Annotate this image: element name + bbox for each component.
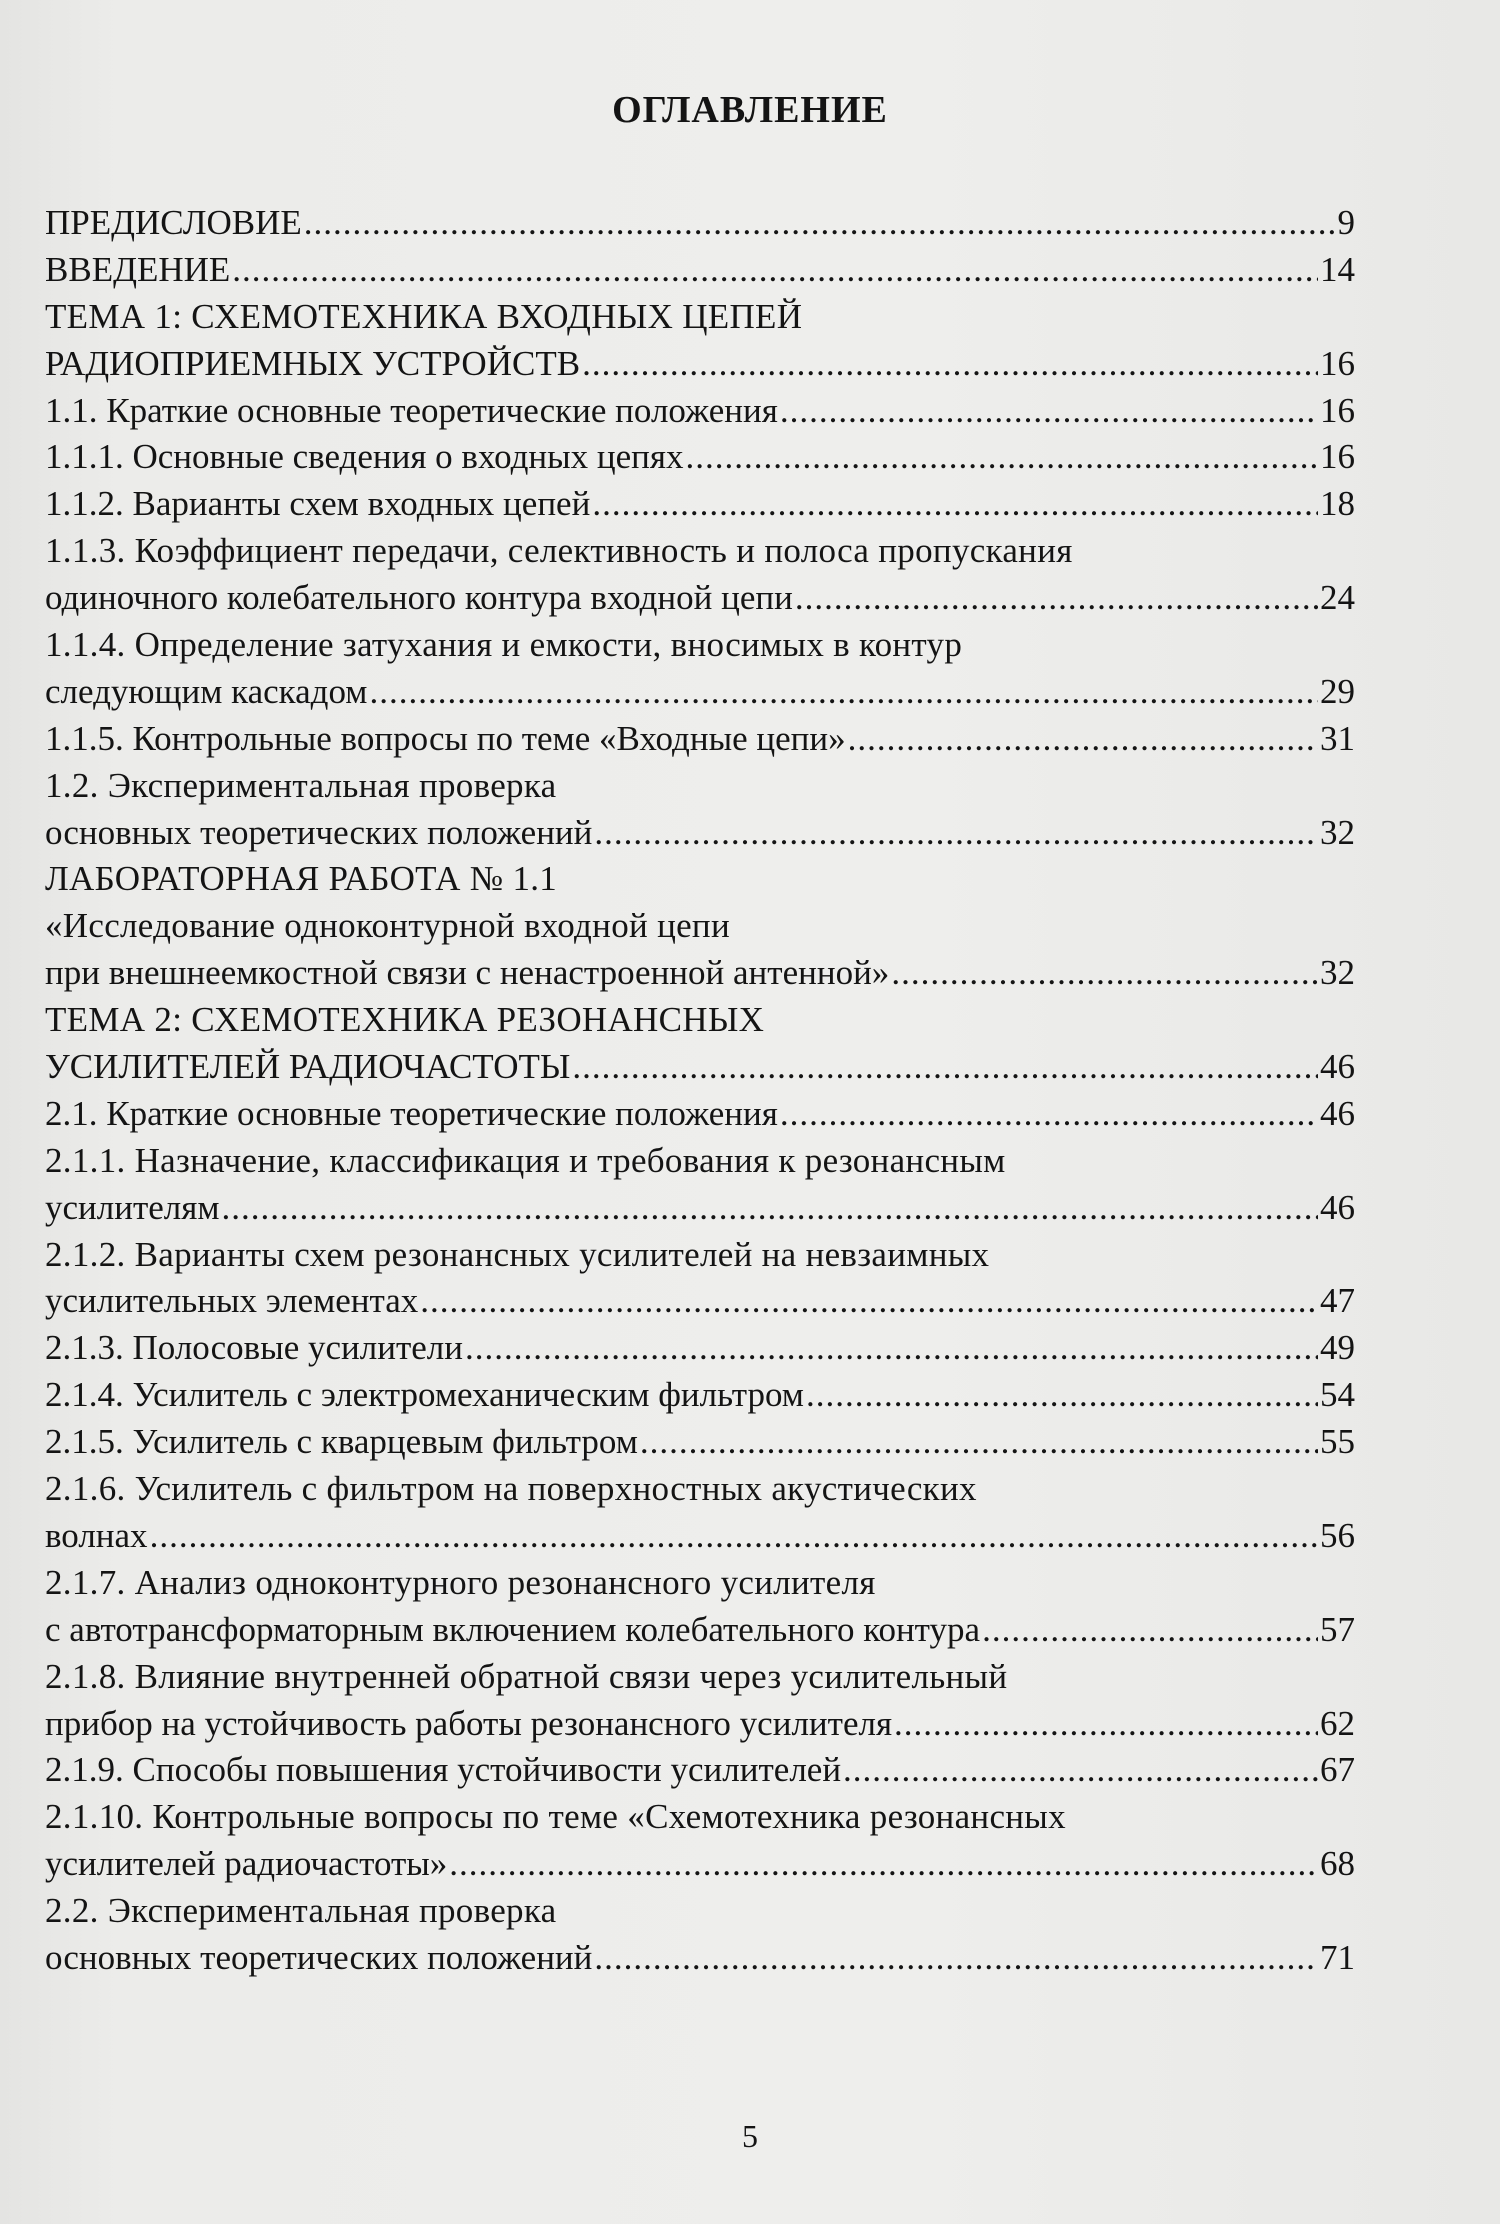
toc-entry — [45, 1466, 1355, 1513]
toc-entry-text: основных теоретических положений — [45, 812, 593, 852]
toc-entry — [45, 622, 1355, 669]
toc-page-number: 71 — [1320, 1937, 1355, 1977]
toc-title: ОГЛАВЛЕНИЕ — [612, 89, 888, 131]
toc-page-number: 56 — [1320, 1515, 1355, 1555]
toc-page-number: 67 — [1320, 1750, 1355, 1790]
toc-leader-dots — [304, 200, 1336, 247]
toc-page-number: 46 — [1320, 1093, 1355, 1133]
toc-entry-text: 2.1.8. Влияние внутренней обратной связи через усилительный — [45, 1656, 1008, 1696]
toc-entry-text: 2.1.7. Анализ одноконтурного резонансного усилителя — [45, 1562, 876, 1602]
toc-entry-text: усилителей радиочастоты» — [45, 1844, 448, 1884]
toc-page-number: 24 — [1320, 578, 1355, 618]
toc-leader-dots — [686, 434, 1318, 481]
toc-entry — [45, 388, 1355, 435]
toc-leader-dots — [894, 1701, 1318, 1748]
toc-page-number: 46 — [1320, 1187, 1355, 1227]
toc-entry — [45, 1372, 1355, 1419]
toc-entry-text: 2.2. Экспериментальная проверка — [45, 1891, 557, 1931]
toc-entry — [45, 1747, 1355, 1794]
toc-page-number: 9 — [1337, 203, 1355, 242]
toc-entry — [45, 1419, 1355, 1466]
toc-entry-text: «Исследование одноконтурной входной цепи — [45, 906, 730, 946]
toc-entry — [45, 200, 1355, 247]
toc-entry-text: усилителям — [45, 1187, 220, 1227]
toc-entry-text: 2.1.5. Усилитель с кварцевым фильтром — [45, 1422, 638, 1462]
toc-entry-text: ТЕМА 2: СХЕМОТЕХНИКА РЕЗОНАНСНЫХ — [45, 1000, 765, 1040]
toc-page-number: 29 — [1320, 671, 1355, 711]
toc-page-number: 32 — [1320, 812, 1355, 852]
toc-entry-text: 2.1.2. Варианты схем резонансных усилителей на невзаимных — [45, 1234, 990, 1274]
toc-leader-dots — [848, 716, 1318, 763]
toc-entry — [45, 1560, 1355, 1607]
toc-leader-dots — [982, 1607, 1318, 1654]
toc-leader-dots — [891, 950, 1318, 997]
toc-leader-dots — [780, 388, 1318, 435]
table-of-contents — [45, 200, 1355, 1982]
toc-leader-dots — [222, 1185, 1318, 1232]
toc-leader-dots — [780, 1091, 1318, 1138]
toc-entry-text: 2.1. Краткие основные теоретические положения — [45, 1093, 778, 1133]
toc-entry — [45, 1794, 1355, 1841]
toc-entry-text: 2.1.4. Усилитель с электромеханическим фильтром — [45, 1375, 804, 1415]
toc-leader-dots — [640, 1419, 1318, 1466]
toc-entry — [45, 1325, 1355, 1372]
toc-page-number: 46 — [1320, 1047, 1355, 1087]
toc-page-number: 31 — [1320, 718, 1355, 758]
toc-page-number: 16 — [1320, 343, 1355, 383]
toc-entry-text: 2.1.1. Назначение, классификация и требования к резонансным — [45, 1140, 1006, 1180]
toc-entry — [45, 856, 1355, 903]
toc-leader-dots — [465, 1325, 1318, 1372]
toc-entry — [45, 903, 1355, 950]
toc-entry-text: следующим каскадом — [45, 671, 368, 711]
toc-entry-text: прибор на устойчивость работы резонансного усилителя — [45, 1703, 893, 1743]
toc-entry — [45, 294, 1355, 341]
toc-entry-text: 1.1.1. Основные сведения о входных цепях — [45, 437, 684, 477]
toc-page-number: 16 — [1320, 390, 1355, 430]
toc-page-number: 55 — [1320, 1422, 1355, 1462]
toc-entry-text: РАДИОПРИЕМНЫХ УСТРОЙСТВ — [45, 343, 581, 383]
toc-page-number: 49 — [1320, 1328, 1355, 1368]
toc-leader-dots — [795, 575, 1318, 622]
toc-entry-text: 1.1. Краткие основные теоретические положения — [45, 390, 778, 430]
toc-entry — [45, 716, 1355, 763]
toc-entry-text: 2.1.10. Контрольные вопросы по теме «Схемотехника резонансных — [45, 1797, 1066, 1837]
toc-entry — [45, 1185, 1355, 1232]
toc-entry-text: одиночного колебательного контура входной цепи — [45, 578, 793, 618]
toc-entry-text: 1.1.2. Варианты схем входных цепей — [45, 484, 591, 524]
toc-leader-dots — [843, 1747, 1318, 1794]
toc-leader-dots — [594, 1935, 1318, 1982]
toc-entry-text: ТЕМА 1: СХЕМОТЕХНИКА ВХОДНЫХ ЦЕПЕЙ — [45, 296, 803, 336]
toc-entry-text: при внешнеемкостной связи с ненастроенной антенной» — [45, 953, 890, 993]
toc-entry-text: ЛАБОРАТОРНАЯ РАБОТА № 1.1 — [45, 859, 558, 899]
toc-entry — [45, 1044, 1355, 1091]
toc-leader-dots — [232, 247, 1318, 294]
toc-entry — [45, 1607, 1355, 1654]
toc-entry-text: 1.1.5. Контрольные вопросы по теме «Входные цепи» — [45, 718, 846, 758]
toc-leader-dots — [369, 669, 1318, 716]
toc-entry — [45, 575, 1355, 622]
toc-entry-text: с автотрансформаторным включением колебательного контура — [45, 1609, 981, 1649]
toc-entry — [45, 1232, 1355, 1279]
toc-entry-text: 2.1.6. Усилитель с фильтром на поверхностных акустических — [45, 1469, 977, 1509]
toc-leader-dots — [420, 1278, 1318, 1325]
toc-leader-dots — [572, 1044, 1318, 1091]
toc-entry — [45, 1513, 1355, 1560]
toc-page-number: 18 — [1320, 484, 1355, 524]
toc-entry-text: усилительных элементах — [45, 1281, 419, 1321]
toc-entry — [45, 997, 1355, 1044]
toc-entry-text: ПРЕДИСЛОВИЕ — [45, 203, 302, 242]
toc-entry — [45, 1654, 1355, 1701]
toc-entry — [45, 341, 1355, 388]
toc-entry — [45, 669, 1355, 716]
toc-entry-text: 1.1.3. Коэффициент передачи, селективность и полоса пропускания — [45, 531, 1073, 571]
toc-entry — [45, 1841, 1355, 1888]
toc-leader-dots — [594, 810, 1318, 857]
page-number: 5 — [742, 2118, 758, 2154]
toc-page-number: 68 — [1320, 1844, 1355, 1884]
toc-entry — [45, 810, 1355, 857]
toc-entry — [45, 763, 1355, 810]
toc-entry-text: 2.1.3. Полосовые усилители — [45, 1328, 464, 1368]
toc-page-number: 32 — [1320, 953, 1355, 993]
toc-entry-text: ВВЕДЕНИЕ — [45, 249, 231, 289]
toc-entry — [45, 528, 1355, 575]
toc-entry — [45, 481, 1355, 528]
toc-entry — [45, 950, 1355, 997]
toc-entry-text: основных теоретических положений — [45, 1937, 593, 1977]
toc-leader-dots — [806, 1372, 1318, 1419]
toc-entry — [45, 1888, 1355, 1935]
toc-page-number: 54 — [1320, 1375, 1355, 1415]
toc-page-number: 16 — [1320, 437, 1355, 477]
toc-entry — [45, 1138, 1355, 1185]
toc-entry-text: 1.2. Экспериментальная проверка — [45, 765, 557, 805]
toc-entry — [45, 1278, 1355, 1325]
toc-leader-dots — [582, 341, 1318, 388]
toc-entry — [45, 247, 1355, 294]
toc-entry — [45, 1701, 1355, 1748]
toc-entry — [45, 434, 1355, 481]
toc-entry — [45, 1935, 1355, 1982]
toc-entry — [45, 1091, 1355, 1138]
toc-entry-text: 1.1.4. Определение затухания и емкости, вносимых в контур — [45, 625, 963, 665]
toc-page-number: 14 — [1320, 249, 1355, 289]
toc-entry-text: УСИЛИТЕЛЕЙ РАДИОЧАСТОТЫ — [45, 1047, 571, 1087]
toc-leader-dots — [449, 1841, 1318, 1888]
toc-leader-dots — [592, 481, 1318, 528]
toc-page-number: 47 — [1320, 1281, 1355, 1321]
toc-page-number: 62 — [1320, 1703, 1355, 1743]
toc-page-number: 57 — [1320, 1609, 1355, 1649]
toc-leader-dots — [150, 1513, 1318, 1560]
toc-entry-text: волнах — [45, 1515, 148, 1555]
toc-entry-text: 2.1.9. Способы повышения устойчивости усилителей — [45, 1750, 842, 1790]
